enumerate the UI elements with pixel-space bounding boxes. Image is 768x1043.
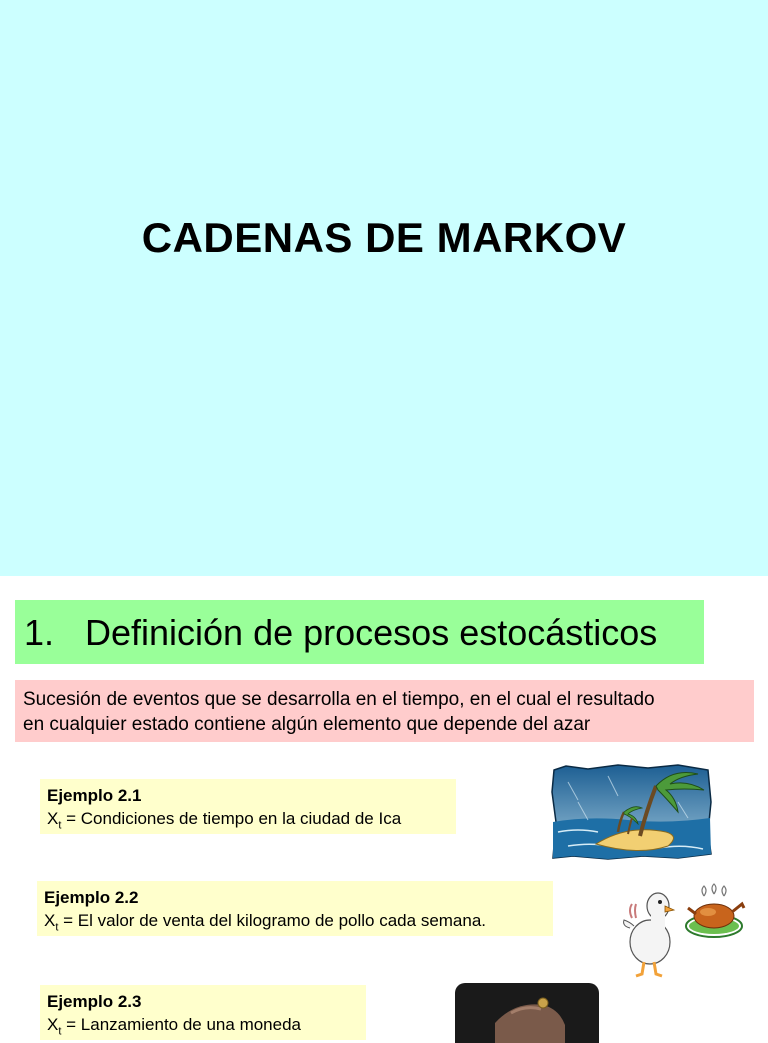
palm-island-illustration xyxy=(548,762,714,862)
example-text xyxy=(47,807,449,837)
example-text xyxy=(44,909,546,939)
slide-title: CADENAS DE MARKOV xyxy=(141,214,627,261)
example-box-2 xyxy=(37,881,553,936)
definition-box xyxy=(15,680,754,742)
definition-line-2: en cualquier estado contiene algún elemento que depende del azar xyxy=(23,714,591,735)
variable-subscript: t xyxy=(58,819,62,832)
variable-subscript: t xyxy=(55,921,59,934)
example-title: Ejemplo 2.1 xyxy=(47,786,142,805)
example-box-3 xyxy=(40,985,366,1040)
variable-x: X xyxy=(47,809,59,828)
heading-number: 1. xyxy=(24,612,55,653)
heading-text: Definición de procesos estocásticos xyxy=(85,612,658,653)
section-heading xyxy=(15,600,704,664)
coin-toss-photo xyxy=(455,983,599,1043)
example-box-1 xyxy=(40,779,456,834)
example-title: Ejemplo 2.3 xyxy=(47,992,142,1011)
definition-line-1: Sucesión de eventos que se desarrolla en el tiempo, en el cual el resultado xyxy=(23,689,655,710)
example-text xyxy=(47,1013,359,1043)
duck-and-roast-chicken-illustration xyxy=(620,882,745,982)
example-description: = Condiciones de tiempo en la ciudad de Ica xyxy=(61,809,402,828)
variable-x: X xyxy=(44,911,56,930)
example-description: = Lanzamiento de una moneda xyxy=(61,1015,301,1034)
example-title: Ejemplo 2.2 xyxy=(44,888,139,907)
variable-x: X xyxy=(47,1015,59,1034)
example-description: = El valor de venta del kilogramo de pollo cada semana. xyxy=(58,911,487,930)
content-slide xyxy=(0,576,768,1038)
variable-subscript: t xyxy=(58,1025,62,1038)
